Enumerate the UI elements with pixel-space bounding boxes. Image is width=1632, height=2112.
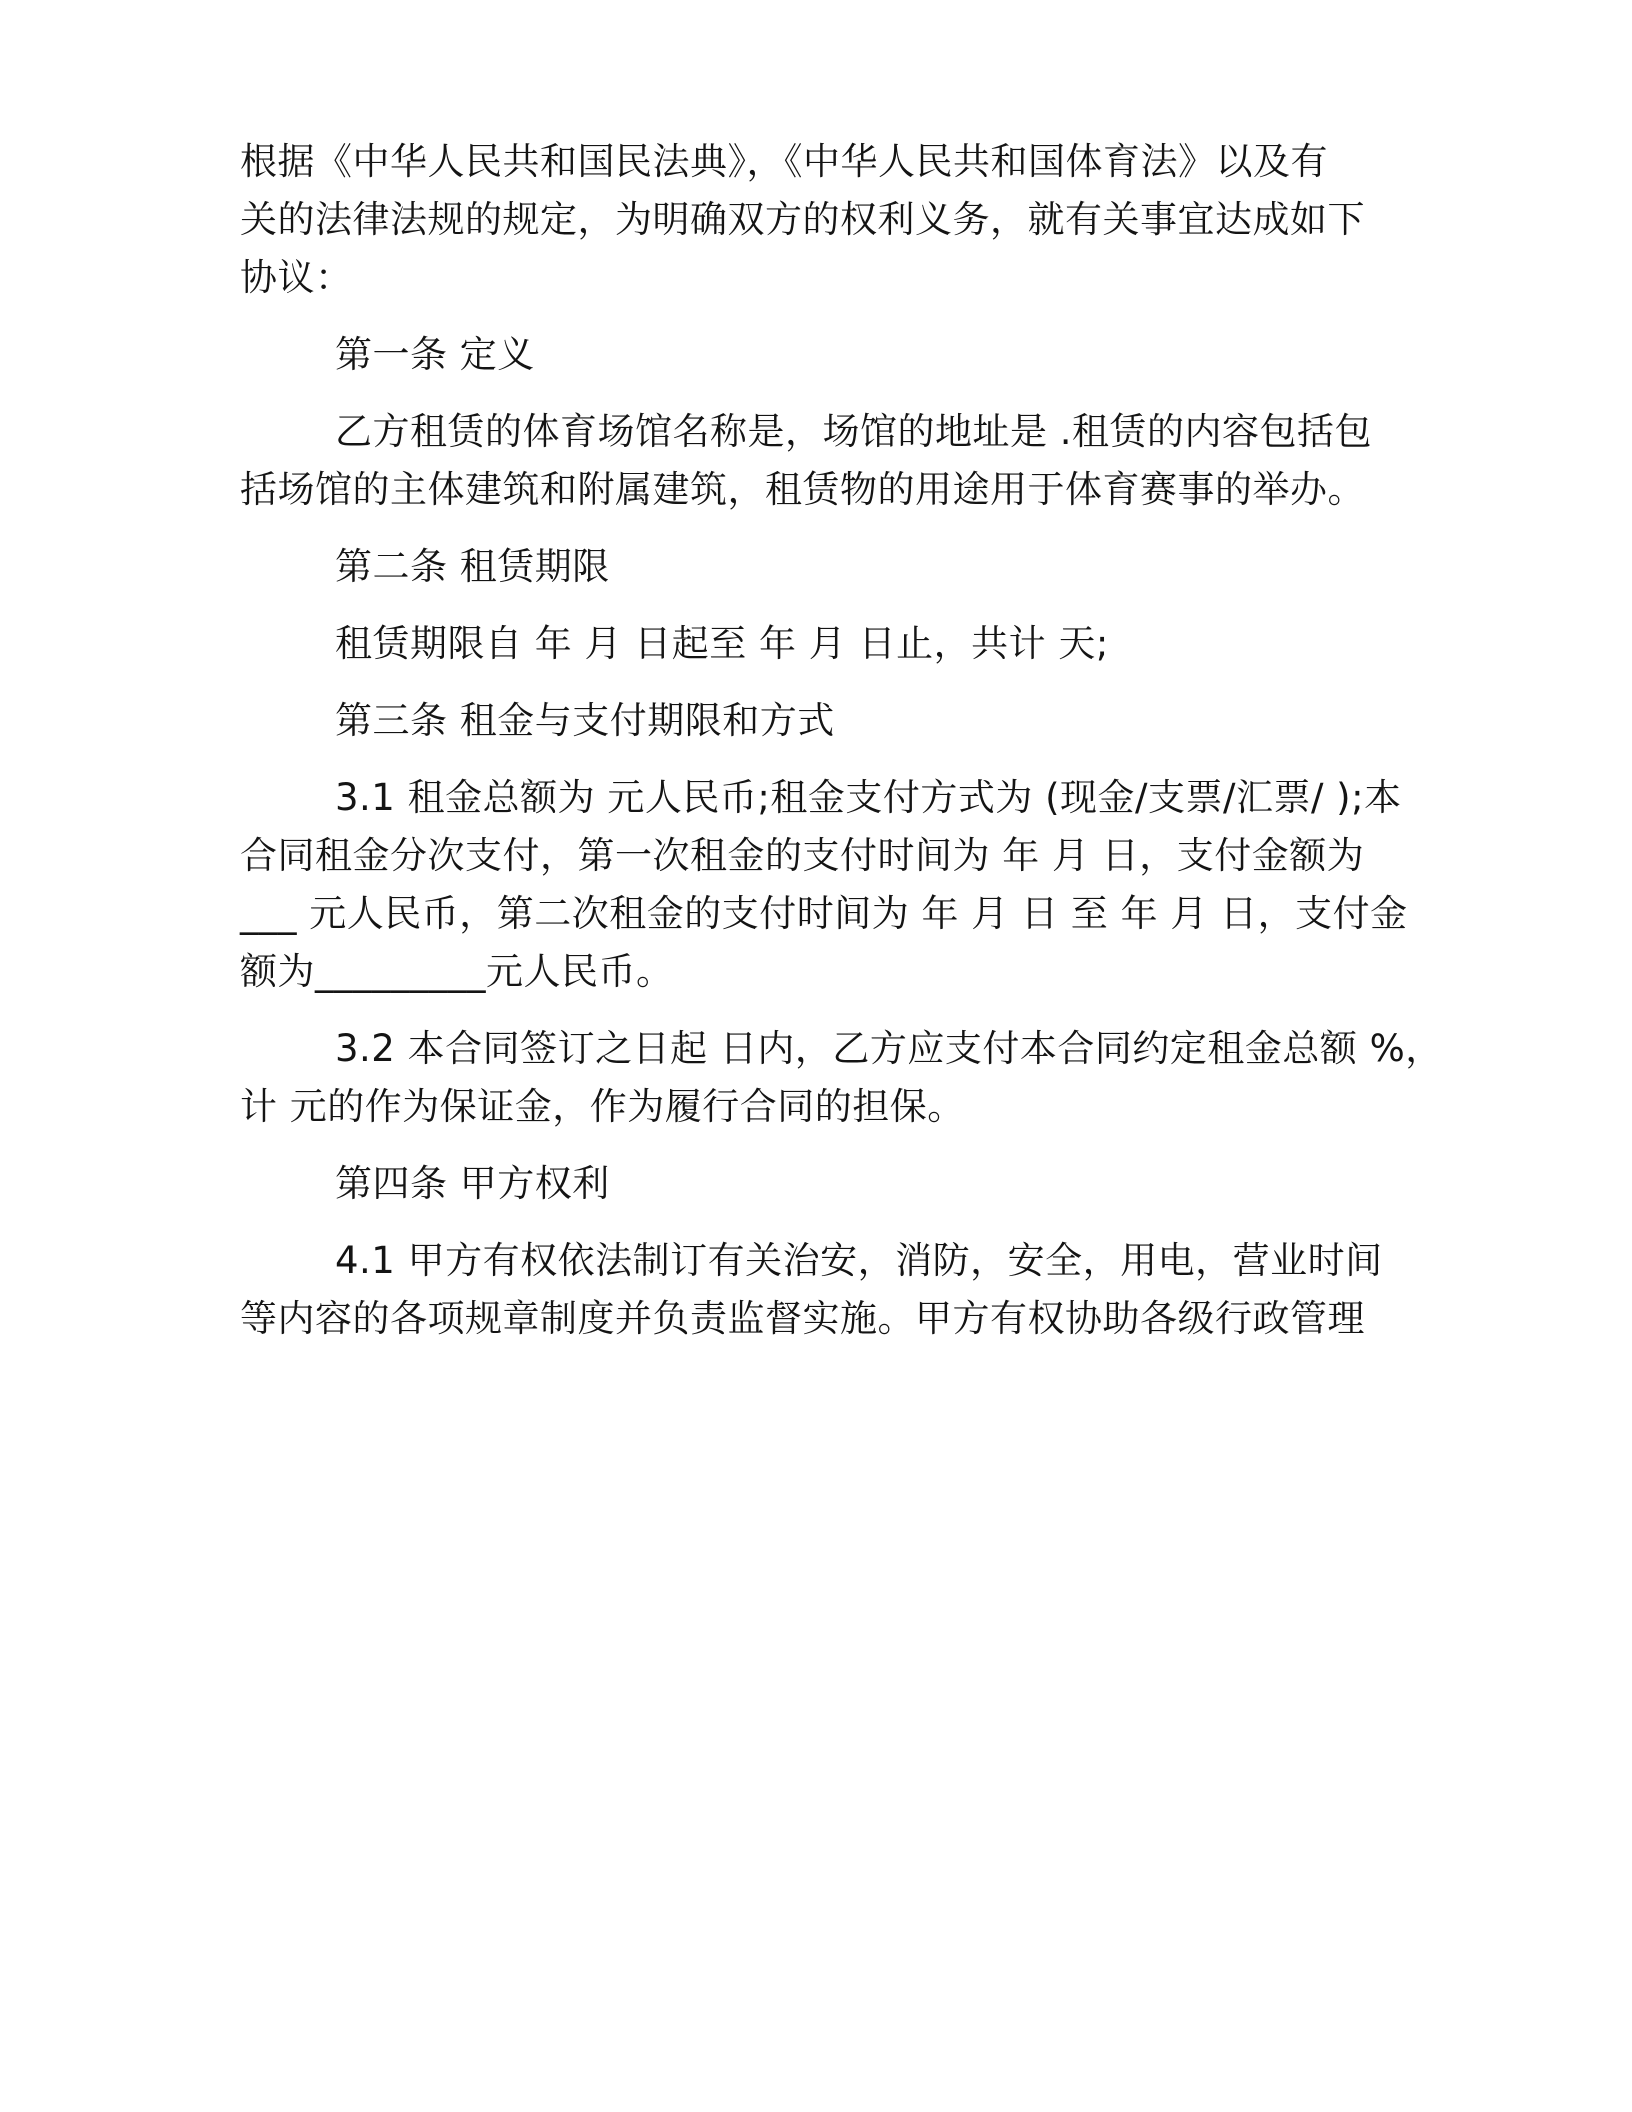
intro-line-3: 协议： <box>240 256 353 299</box>
intro-line-2: 关的法律法规的规定，为明确双方的权利义务，就有关事宜达成如下 <box>240 198 1365 241</box>
article-2-heading: 第二条 租赁期限 <box>335 545 610 588</box>
article-1-line-2: 括场馆的主体建筑和附属建筑，租赁物的用途用于体育赛事的举办。 <box>240 468 1365 511</box>
clause-4-1-line-1: 4.1 甲方有权依法制订有关治安，消防，安全，用电，营业时间 <box>335 1239 1383 1282</box>
article-1-line-1: 乙方租赁的体育场馆名称是，场馆的地址是 .租赁的内容包括包 <box>335 410 1373 453</box>
intro-line-1: 根据《中华人民共和国民法典》，《中华人民共和国体育法》以及有 <box>240 140 1328 183</box>
article-4-heading: 第四条 甲方权利 <box>335 1162 610 1205</box>
clause-3-1-line-1: 3.1 租金总额为 元人民币;租金支付方式为 (现金/支票/汇票/ );本 <box>335 776 1402 819</box>
article-2-line-1: 租赁期限自 年 月 日起至 年 月 日止，共计 天; <box>335 622 1109 665</box>
article-1-heading: 第一条 定义 <box>335 333 535 376</box>
clause-3-1-line-2: 合同租金分次支付，第一次租金的支付时间为 年 月 日，支付金额为 <box>240 834 1365 877</box>
clause-3-1-line-3: ___ 元人民币，第二次租金的支付时间为 年 月 日 至 年 月 日，支付金 <box>240 892 1408 935</box>
clause-3-1-line-4: 额为_________元人民币。 <box>240 950 674 993</box>
clause-4-1-line-2: 等内容的各项规章制度并负责监督实施。甲方有权协助各级行政管理 <box>240 1297 1365 1340</box>
clause-3-2-line-1: 3.2 本合同签订之日起 日内，乙方应支付本合同约定租金总额 %， <box>335 1027 1443 1070</box>
clause-3-2-line-2: 计 元的作为保证金，作为履行合同的担保。 <box>240 1085 965 1128</box>
article-3-heading: 第三条 租金与支付期限和方式 <box>335 699 835 742</box>
